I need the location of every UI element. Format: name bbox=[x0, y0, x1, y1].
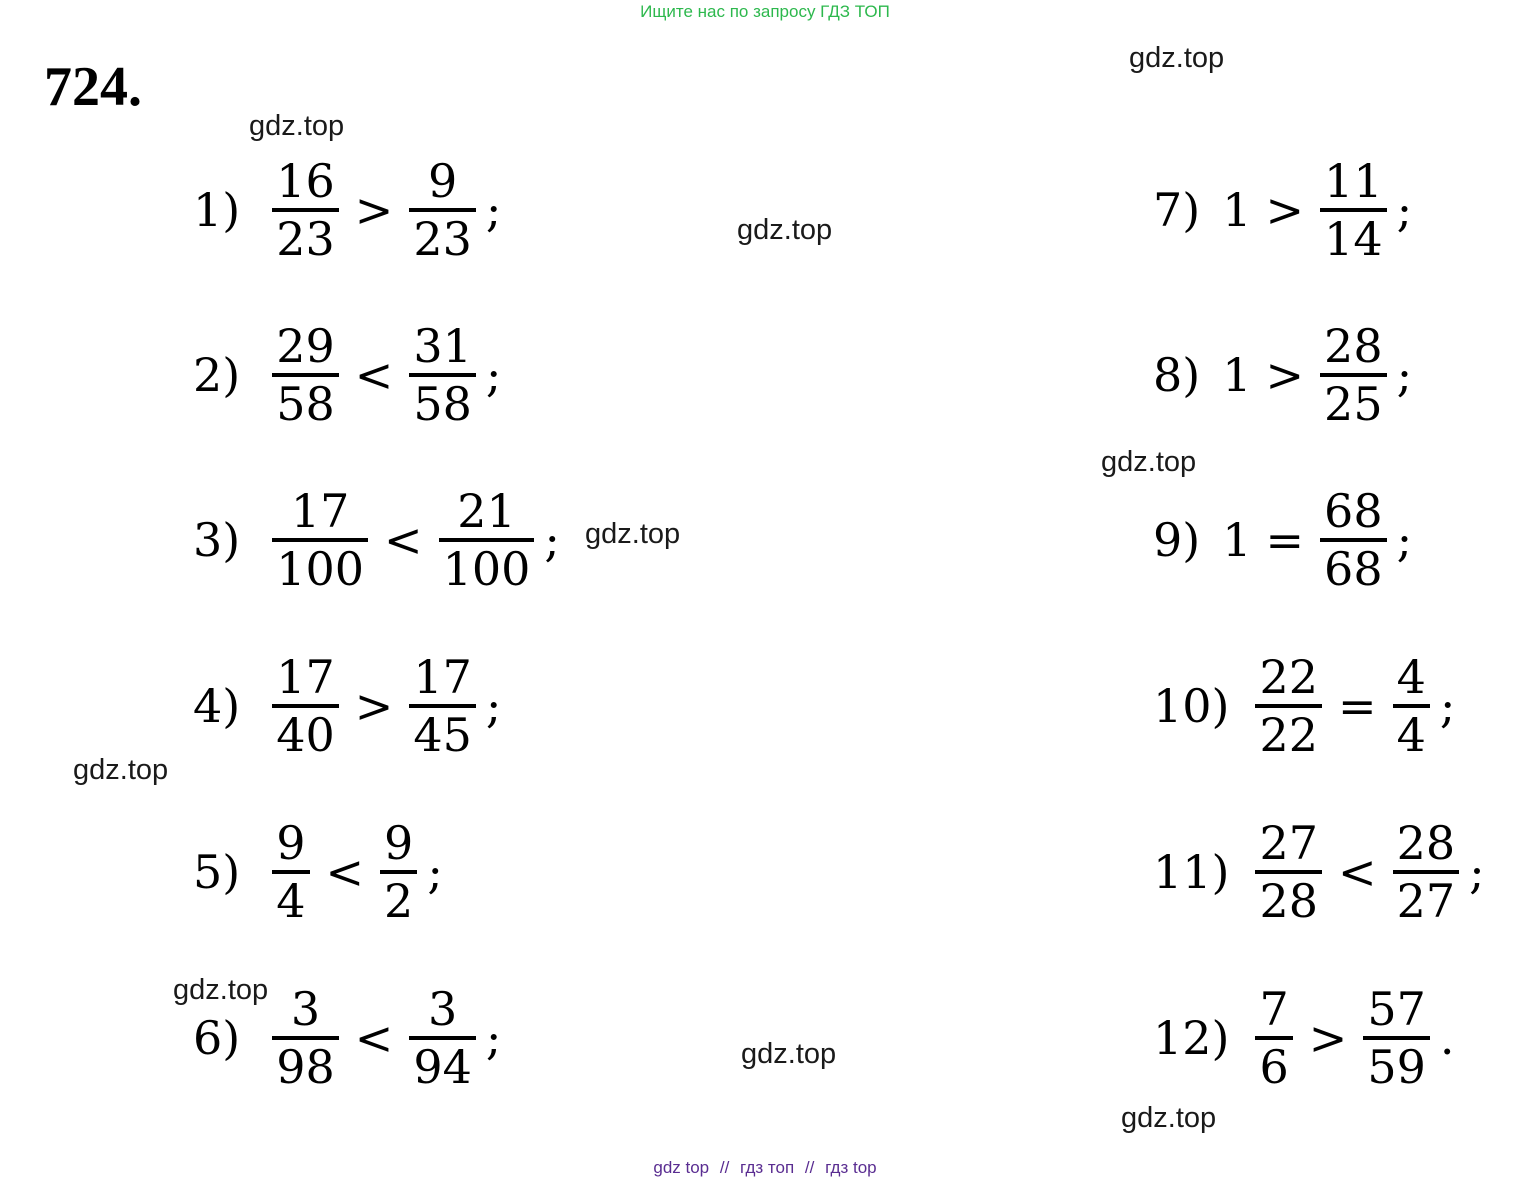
footer-links bbox=[0, 1156, 1530, 1180]
footer-link[interactable]: гдз топ bbox=[740, 1158, 795, 1177]
fraction-left bbox=[272, 154, 339, 266]
comparison-2 bbox=[193, 319, 502, 431]
comparison-8 bbox=[1153, 319, 1413, 431]
punctuation: ; bbox=[1469, 845, 1485, 899]
numerator: 9 bbox=[276, 816, 306, 870]
relation-sign: > bbox=[1265, 348, 1305, 402]
denominator: 25 bbox=[1324, 377, 1383, 431]
fraction-right bbox=[1320, 484, 1387, 596]
denominator: 59 bbox=[1367, 1040, 1426, 1094]
denominator: 2 bbox=[384, 874, 414, 928]
numerator: 29 bbox=[276, 319, 335, 373]
whole-number: 1 bbox=[1222, 513, 1252, 567]
comparison-11 bbox=[1153, 816, 1485, 928]
numerator: 4 bbox=[1396, 650, 1426, 704]
comparison-4 bbox=[193, 650, 502, 762]
denominator: 100 bbox=[442, 542, 531, 596]
punctuation: ; bbox=[1396, 183, 1413, 237]
denominator: 40 bbox=[276, 708, 335, 762]
fraction-right bbox=[1393, 650, 1430, 762]
comparison-12 bbox=[1153, 982, 1455, 1094]
relation-sign: > bbox=[354, 183, 394, 237]
item-label: 12) bbox=[1153, 1011, 1230, 1065]
watermark: gdz.top bbox=[741, 1038, 837, 1070]
fraction-left bbox=[272, 982, 339, 1094]
denominator: 23 bbox=[276, 212, 335, 266]
relation-sign: = bbox=[1338, 679, 1377, 733]
denominator: 58 bbox=[276, 377, 335, 431]
item-label: 7) bbox=[1153, 183, 1201, 237]
relation-sign: < bbox=[354, 348, 394, 402]
punctuation: ; bbox=[485, 679, 502, 733]
relation-sign: > bbox=[354, 679, 394, 733]
watermark: gdz.top bbox=[585, 518, 681, 550]
fraction-right bbox=[409, 319, 476, 431]
relation-sign: < bbox=[354, 1011, 394, 1065]
numerator: 16 bbox=[276, 154, 335, 208]
watermark: gdz.top bbox=[1101, 446, 1197, 478]
numerator: 57 bbox=[1367, 982, 1426, 1036]
fraction-left bbox=[1255, 816, 1322, 928]
denominator: 6 bbox=[1259, 1040, 1289, 1094]
fraction-left bbox=[272, 484, 368, 596]
numerator: 17 bbox=[290, 484, 350, 538]
watermark: gdz.top bbox=[1121, 1102, 1217, 1134]
fraction-left bbox=[272, 650, 339, 762]
item-label: 5) bbox=[193, 845, 241, 899]
denominator: 23 bbox=[413, 212, 472, 266]
denominator: 98 bbox=[276, 1040, 335, 1094]
item-label: 8) bbox=[1153, 348, 1201, 402]
denominator: 28 bbox=[1259, 874, 1319, 928]
punctuation: ; bbox=[1396, 348, 1413, 402]
numerator: 17 bbox=[413, 650, 472, 704]
punctuation: ; bbox=[485, 348, 502, 402]
fraction-right bbox=[409, 650, 476, 762]
watermark: gdz.top bbox=[1129, 42, 1225, 74]
whole-number: 1 bbox=[1222, 348, 1252, 402]
numerator: 28 bbox=[1324, 319, 1383, 373]
item-label: 3) bbox=[193, 513, 241, 567]
comparison-10 bbox=[1153, 650, 1456, 762]
item-label: 1) bbox=[193, 183, 241, 237]
watermark: gdz.top bbox=[249, 110, 345, 142]
fraction-right bbox=[380, 816, 417, 928]
task-number: 724. bbox=[44, 56, 142, 118]
fraction-right bbox=[409, 982, 476, 1094]
fraction-right bbox=[1393, 816, 1460, 928]
fraction-left bbox=[1255, 982, 1292, 1094]
numerator: 17 bbox=[276, 650, 335, 704]
item-label: 4) bbox=[193, 679, 241, 733]
item-label: 11) bbox=[1153, 845, 1230, 899]
relation-sign: < bbox=[325, 845, 365, 899]
punctuation: ; bbox=[485, 1011, 502, 1065]
relation-sign: > bbox=[1265, 183, 1305, 237]
denominator: 22 bbox=[1259, 708, 1319, 762]
fraction-right bbox=[409, 154, 476, 266]
numerator: 3 bbox=[290, 982, 321, 1036]
item-label: 10) bbox=[1153, 679, 1230, 733]
watermark: gdz.top bbox=[173, 974, 269, 1006]
denominator: 4 bbox=[1396, 708, 1426, 762]
numerator: 11 bbox=[1324, 154, 1383, 208]
relation-sign: < bbox=[1338, 845, 1377, 899]
watermark: gdz.top bbox=[73, 754, 169, 786]
watermark: gdz.top bbox=[737, 214, 833, 246]
numerator: 3 bbox=[427, 982, 458, 1036]
punctuation: ; bbox=[485, 183, 502, 237]
numerator: 27 bbox=[1259, 816, 1319, 870]
punctuation: . bbox=[1439, 1011, 1455, 1065]
numerator: 9 bbox=[384, 816, 414, 870]
numerator: 9 bbox=[427, 154, 458, 208]
numerator: 22 bbox=[1259, 650, 1319, 704]
fraction-right bbox=[439, 484, 535, 596]
footer-link[interactable]: gdz top bbox=[653, 1158, 710, 1177]
numerator: 31 bbox=[413, 319, 472, 373]
denominator: 100 bbox=[276, 542, 365, 596]
search-banner[interactable]: Ищите нас по запросу ГДЗ ТОП bbox=[640, 2, 890, 21]
fraction-right bbox=[1320, 319, 1387, 431]
comparison-5 bbox=[193, 816, 443, 928]
item-label: 2) bbox=[193, 348, 241, 402]
denominator: 68 bbox=[1324, 542, 1383, 596]
denominator: 14 bbox=[1324, 212, 1383, 266]
comparison-9 bbox=[1153, 484, 1413, 596]
denominator: 45 bbox=[413, 708, 472, 762]
whole-number: 1 bbox=[1222, 183, 1252, 237]
punctuation: ; bbox=[1439, 679, 1456, 733]
denominator: 4 bbox=[276, 874, 306, 928]
denominator: 58 bbox=[413, 377, 472, 431]
numerator: 68 bbox=[1324, 484, 1383, 538]
punctuation: ; bbox=[1396, 513, 1413, 567]
fraction-left bbox=[272, 816, 309, 928]
punctuation: ; bbox=[427, 845, 443, 899]
fraction-right bbox=[1363, 982, 1430, 1094]
footer-separator: // bbox=[804, 1158, 815, 1177]
numerator: 7 bbox=[1259, 982, 1289, 1036]
fraction-left bbox=[1255, 650, 1322, 762]
punctuation: ; bbox=[544, 513, 560, 567]
fraction-right bbox=[1320, 154, 1387, 266]
relation-sign: = bbox=[1265, 513, 1305, 567]
denominator: 27 bbox=[1396, 874, 1456, 928]
item-label: 6) bbox=[193, 1011, 241, 1065]
relation-sign: > bbox=[1308, 1011, 1348, 1065]
numerator: 21 bbox=[457, 484, 516, 538]
comparison-1 bbox=[193, 154, 502, 266]
fraction-left bbox=[272, 319, 339, 431]
relation-sign: < bbox=[384, 513, 423, 567]
denominator: 94 bbox=[413, 1040, 472, 1094]
footer-separator: // bbox=[719, 1158, 730, 1177]
comparison-3 bbox=[193, 484, 560, 596]
numerator: 28 bbox=[1396, 816, 1456, 870]
comparison-7 bbox=[1153, 154, 1413, 266]
item-label: 9) bbox=[1153, 513, 1201, 567]
footer-link[interactable]: гдз top bbox=[825, 1158, 877, 1177]
